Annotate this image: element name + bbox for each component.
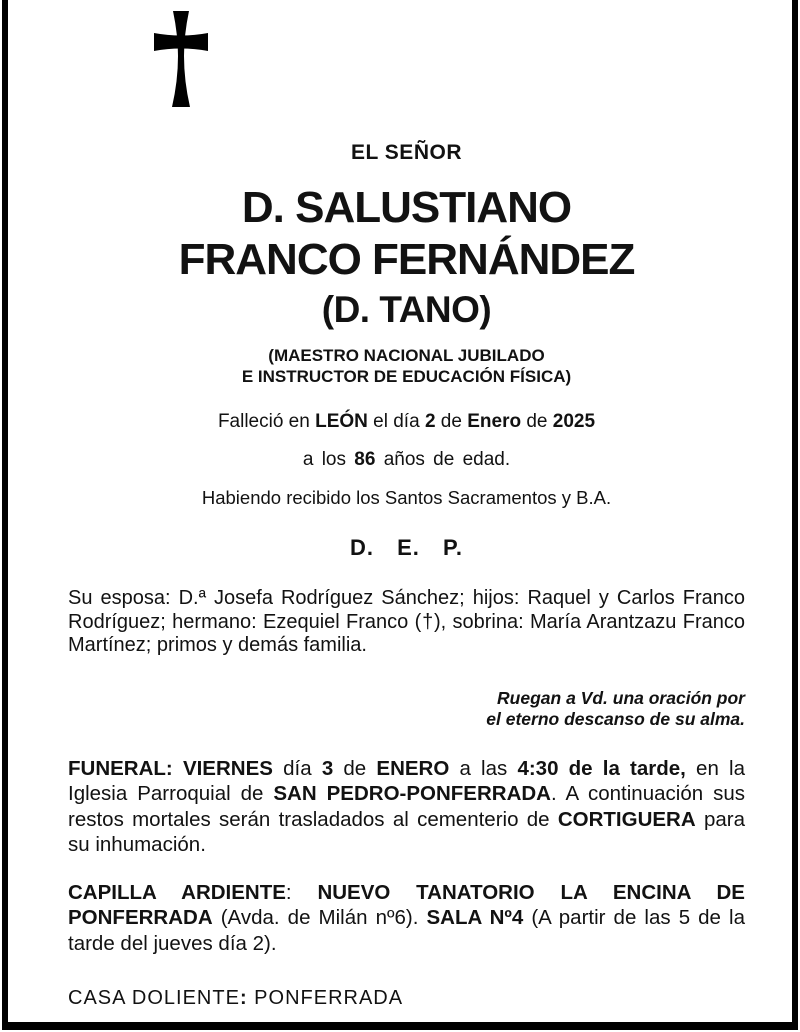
deceased-name-line-2: FRANCO FERNÁNDEZ (178, 235, 635, 284)
prayer-request (68, 688, 745, 730)
sacraments-line: Habiendo recibido los Santos Sacramentos y B.A. (201, 487, 612, 508)
deceased-name-line-1: D. SALUSTIANO (241, 183, 572, 232)
mourning-home-line: CASA DOLIENTE: PONFERRADA (68, 987, 404, 1009)
deceased-name-block (68, 182, 745, 333)
latin-cross-icon (68, 8, 745, 112)
family-paragraph: Su esposa: D.ª Josefa Rodríguez Sánchez; hijos: Raquel y Carlos Franco Rodríguez; hermano: Ezequiel Franco (†), sobrina: María Arantzazu Franco Martínez; primos y demás familia. (68, 587, 745, 656)
chapel-info-paragraph: CAPILLA ARDIENTE: NUEVO TANATORIO LA ENCINA DE PONFERRADA (Avda. de Milán nº6). SALA Nº4 (A partir de las 5 de la tarde del jueves día 2). (68, 880, 745, 955)
prayer-line-1: Ruegan a Vd. una oración por (497, 687, 745, 708)
death-place-date-line: Falleció en LEÓN el día 2 de Enero de 2025 (217, 411, 596, 432)
dep-abbreviation: D. E. P. (350, 535, 463, 560)
age-line: a los 86 años de edad. (302, 449, 511, 470)
funeral-info-paragraph: FUNERAL: VIERNES día 3 de ENERO a las 4:30 de la tarde, en la Iglesia Parroquial de SAN PEDRO-PONFERRADA. A continuación sus restos mortales serán trasladados al cementerio de CORTIGUERA para su inhumación. (68, 756, 745, 856)
deceased-nickname: (D. TANO) (321, 289, 492, 330)
profession-line-2: E INSTRUCTOR DE EDUCACIÓN FÍSICA) (241, 367, 572, 386)
profession-line-1: (MAESTRO NACIONAL JUBILADO (268, 346, 545, 365)
pre-title: EL SEÑOR (351, 141, 462, 164)
prayer-line-2: el eterno descanso de su alma. (486, 708, 745, 729)
mourning-border-frame (2, 0, 798, 1030)
deceased-profession (68, 345, 745, 387)
